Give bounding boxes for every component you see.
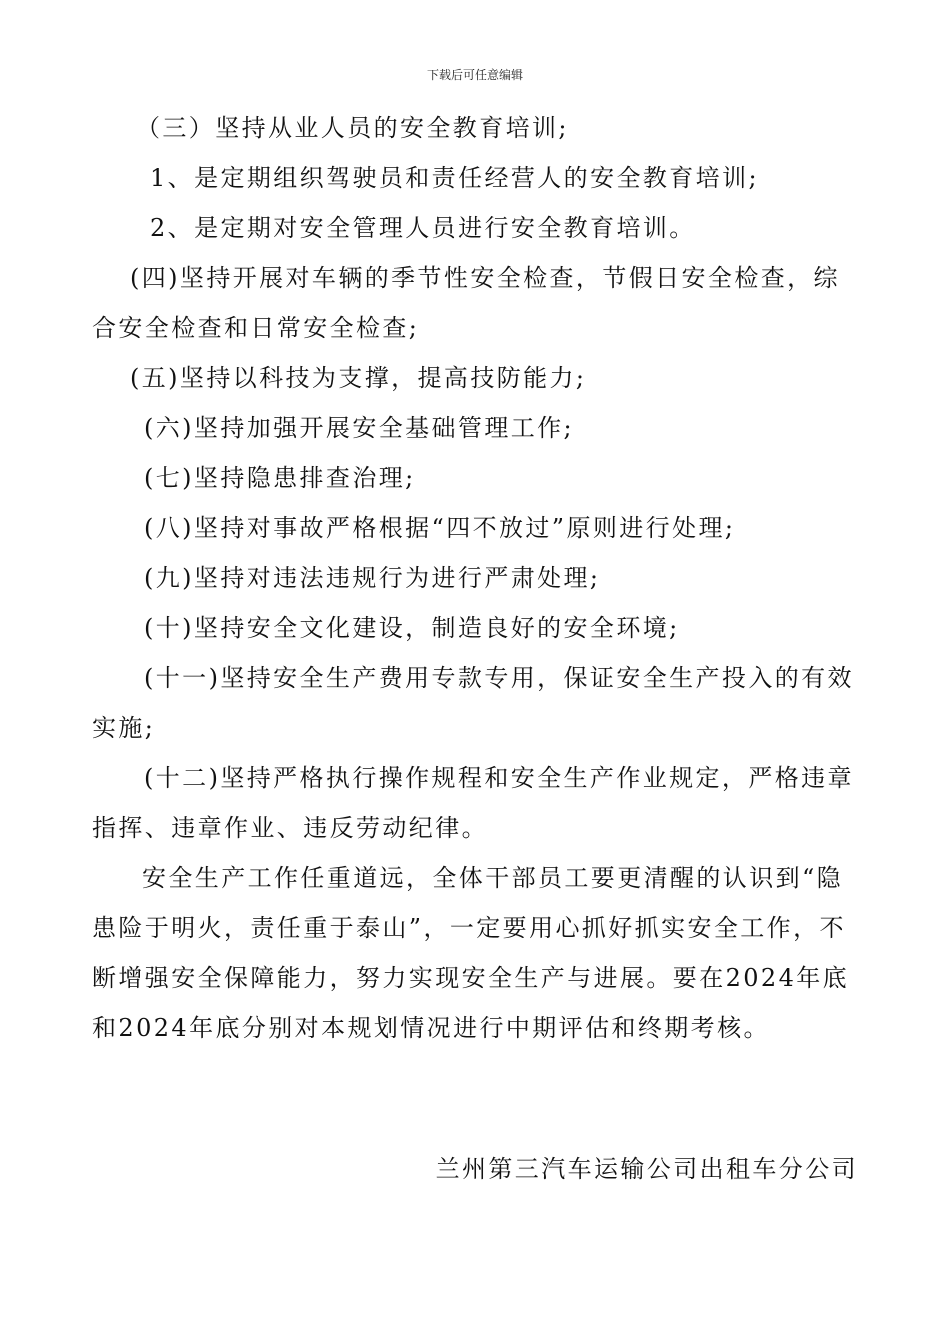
section-10-paragraph: (十)坚持安全文化建设，制造良好的安全环境; [144, 614, 680, 642]
section-11-paragraph: (十一)坚持安全生产费用专款专用，保证安全生产投入的有效实施; [92, 664, 854, 742]
section-3-item-1: 1、是定期组织驾驶员和责任经营人的安全教育培训; [150, 164, 759, 192]
closing-paragraph: 安全生产工作任重道远，全体干部员工要更清醒的认识到“隐患险于明火，责任重于泰山”，一定要用心抓好抓实安全工作，不断增强安全保障能力，努力实现安全生产与进展。要在2024年底和2024年底分别对本规划情况进行中期评估和终期考核。 [92, 864, 850, 1042]
section-12-paragraph: (十二)坚持严格执行操作规程和安全生产作业规定，严格违章指挥、违章作业、违反劳动纪律。 [92, 764, 854, 842]
document-body [92, 103, 862, 1053]
header-note: 下载后可任意编辑 [426, 68, 523, 82]
section-7-paragraph: (七)坚持隐患排查治理; [144, 464, 416, 492]
section-4-paragraph: (四)坚持开展对车辆的季节性安全检查，节假日安全检查，综合安全检查和日常安全检查; [92, 264, 840, 342]
section-6-paragraph: (六)坚持加强开展安全基础管理工作; [144, 414, 575, 442]
section-3-item-2: 2、是定期对安全管理人员进行安全教育培训。 [150, 214, 696, 242]
section-9-paragraph: (九)坚持对违法违规行为进行严肃处理; [144, 564, 601, 592]
section-8-paragraph: (八)坚持对事故严格根据“四不放过”原则进行处理; [144, 514, 736, 542]
section-5-paragraph: (五)坚持以科技为支撑，提高技防能力; [130, 364, 587, 392]
section-3-heading: （三）坚持从业人员的安全教育培训; [136, 114, 569, 142]
signature-company: 兰州第三汽车运输公司出租车分公司 [435, 1155, 858, 1183]
